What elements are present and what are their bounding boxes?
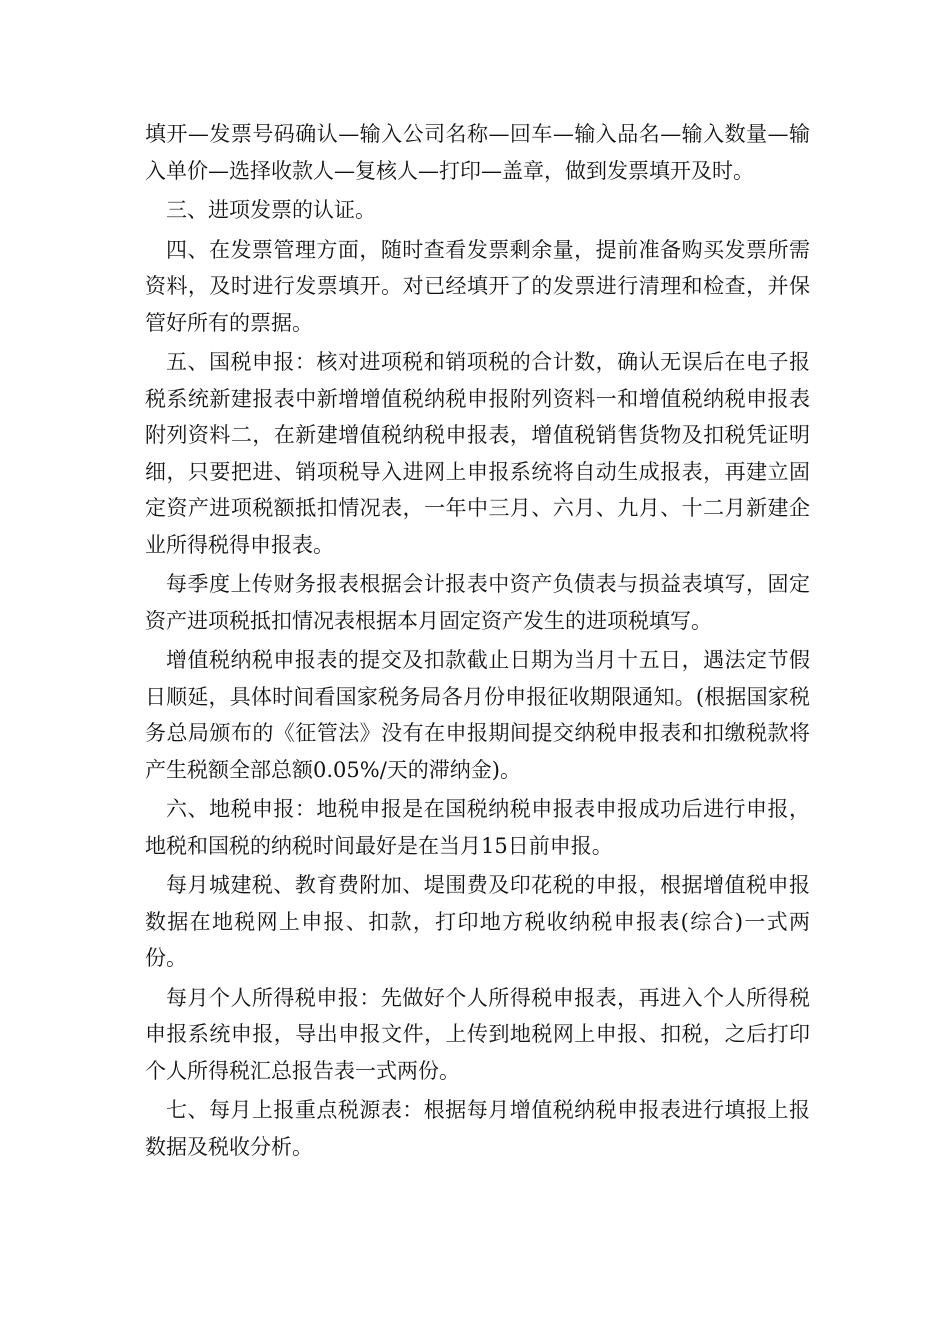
paragraph-section-3: 三、进项发票的认证。: [166, 198, 376, 222]
paragraph-invoice-steps: 填开—发票号码确认—输入公司名称—回车—输入品名—输入数量—输入单价—选择收款人—复核人—打印—盖章，做到发票填开及时。: [145, 122, 810, 183]
paragraph-income-tax: 每月个人所得税申报：先做好个人所得税申报表，再进入个人所得税申报系统申报，导出申报文件，上传到地税网上申报、扣税，之后打印个人所得税汇总报告表一式两份。: [145, 985, 810, 1083]
paragraph-local-taxes: 每月城建税、教育费附加、堤围费及印花税的申报，根据增值税申报数据在地税网上申报、扣款，打印地方税收纳税申报表(综合)一式两份。: [145, 873, 810, 970]
paragraph-vat-deadline: 增值税纳税申报表的提交及扣款截止日期为当月十五日，遇法定节假日顺延，具体时间看国家税务局各月份申报征收期限通知。(根据国家税务总局颁布的《征管法》没有在申报期间提交纳税申报表和扣缴税款将产生税额全部总额0.05%/天的滞纳金)。: [145, 648, 810, 782]
paragraph-section-4: 四、在发票管理方面，随时查看发票剩余量，提前准备购买发票所需资料，及时进行发票填开。对已经填开了的发票进行清理和检查，并保管好所有的票据。: [145, 237, 810, 335]
paragraph-quarterly-reports: 每季度上传财务报表根据会计报表中资产负债表与损益表填写，固定资产进项税抵扣情况表根据本月固定资产发生的进项税填写。: [145, 572, 810, 633]
document-body: [145, 116, 810, 1168]
paragraph-section-7: 七、每月上报重点税源表：根据每月增值税纳税申报表进行填报上报数据及税收分析。: [145, 1098, 810, 1159]
paragraph-section-5: 五、国税申报：核对进项税和销项税的合计数，确认无误后在电子报税系统新建报表中新增增值税纳税申报附列资料一和增值税纳税申报表附列资料二，在新建增值税纳税申报表，增值税销售货物及扣税凭证明细，只要把进、销项税导入进网上申报系统将自动生成报表，再建立固定资产进项税额抵扣情况表，一年中三月、六月、九月、十二月新建企业所得税得申报表。: [145, 350, 810, 557]
paragraph-section-6: 六、地税申报：地税申报是在国税纳税申报表申报成功后进行申报，地税和国税的纳税时间最好是在当月15日前申报。: [145, 797, 810, 858]
